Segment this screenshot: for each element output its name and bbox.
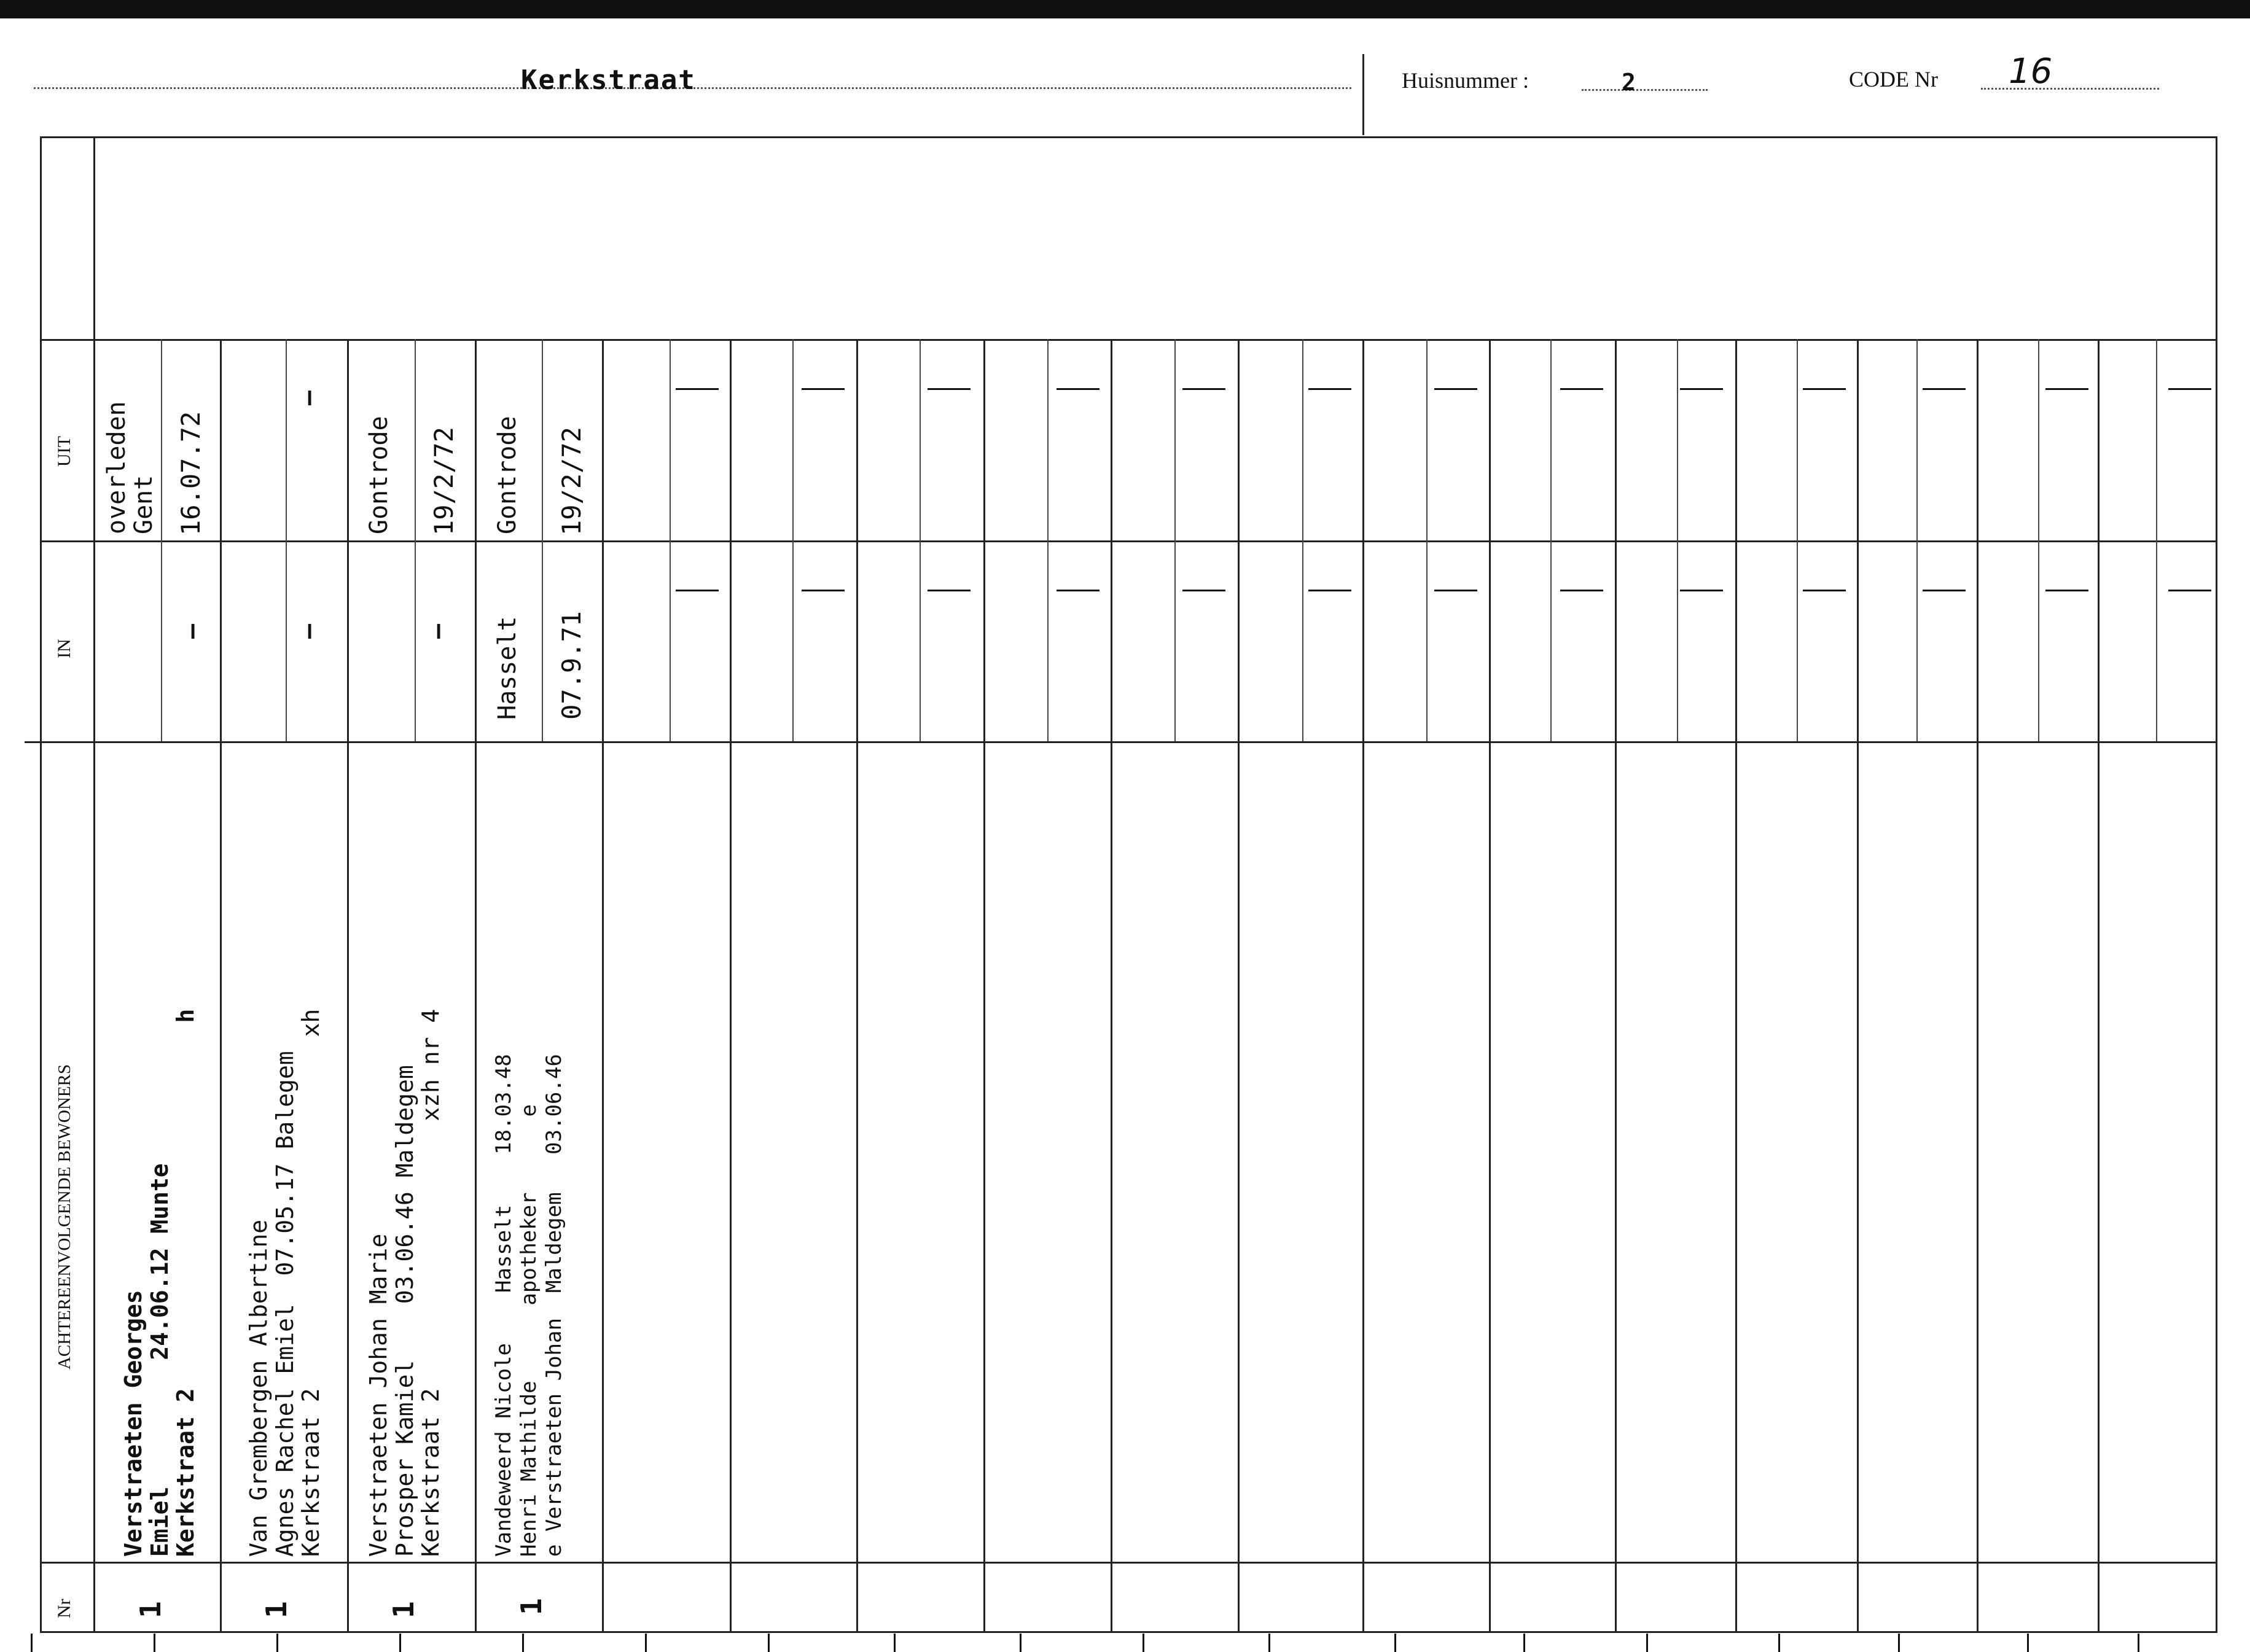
empty-dash-mark xyxy=(2045,388,2088,390)
street-name: Kerkstraat xyxy=(521,64,696,96)
sub-column-divider xyxy=(161,339,162,741)
column-divider xyxy=(856,339,858,1632)
sub-column-divider xyxy=(542,339,543,741)
bottom-tick-mark xyxy=(399,1634,401,1652)
sub-column-divider xyxy=(1550,339,1552,741)
column-divider xyxy=(730,339,732,1632)
sub-column-divider xyxy=(1302,339,1303,741)
column-divider xyxy=(602,339,604,1632)
sub-column-divider xyxy=(920,339,921,741)
bottom-tick-mark xyxy=(1778,1634,1780,1652)
sub-column-divider xyxy=(670,339,671,741)
col2-in-date: — xyxy=(294,623,322,639)
column-divider xyxy=(1362,339,1364,1632)
column-divider xyxy=(1615,339,1617,1632)
col4-uit-date: 19/2/72 xyxy=(557,426,587,536)
sub-column-divider xyxy=(2038,339,2039,741)
row-label-bewoners: ACHTEREENVOLGENDE BEWONERS xyxy=(55,1064,74,1370)
column-divider xyxy=(475,339,477,1632)
sub-column-divider xyxy=(1047,339,1049,741)
col4-in-date: 07.9.71 xyxy=(557,610,587,720)
bottom-tick-mark xyxy=(645,1634,647,1652)
empty-dash-mark xyxy=(1057,388,1100,390)
grid-bewoners-top xyxy=(25,741,2217,743)
bottom-tick-mark xyxy=(1523,1634,1525,1652)
col2-nr: 1 xyxy=(260,1601,293,1618)
row-label-nr: Nr xyxy=(54,1599,74,1618)
empty-dash-mark xyxy=(2168,388,2211,390)
grid-left-border xyxy=(40,136,42,1632)
code-label: CODE Nr xyxy=(1849,67,1938,92)
sub-column-divider xyxy=(415,339,416,741)
empty-dash-mark xyxy=(1803,388,1846,390)
huisnummer-label: Huisnummer : xyxy=(1402,68,1529,93)
column-divider xyxy=(1111,339,1112,1632)
col3-in-date: — xyxy=(423,623,451,639)
col3-nr: 1 xyxy=(387,1601,420,1618)
bottom-tick-mark xyxy=(1898,1634,1900,1652)
bottom-tick-mark xyxy=(1268,1634,1270,1652)
label-column-divider xyxy=(93,136,95,1632)
bottom-tick-mark xyxy=(2138,1634,2139,1652)
empty-dash-mark xyxy=(1923,590,1966,591)
sub-column-divider xyxy=(286,339,287,741)
grid-uit-top xyxy=(40,339,2217,341)
col4-uit-place: Gontrode xyxy=(493,416,521,534)
col1-bewoner: Verstraeten Georges Emiel 24.06.12 Munte Kerkstraat 2 h xyxy=(120,1008,200,1557)
sub-column-divider xyxy=(1677,339,1678,741)
empty-dash-mark xyxy=(1680,590,1723,591)
row-label-in: IN xyxy=(54,639,74,658)
scan-edge-bar xyxy=(0,0,2250,18)
code-dotted-line xyxy=(1981,88,2159,90)
empty-dash-mark xyxy=(1434,590,1477,591)
col3-uit-date: 19/2/72 xyxy=(429,426,459,536)
empty-dash-mark xyxy=(802,388,845,390)
empty-dash-mark xyxy=(928,590,971,591)
column-divider xyxy=(220,339,222,1632)
col4-bewoner: Vandeweerd Nicole Hasselt 18.03.48 Henri Mathilde apotheker e e Verstraeten Johan Maldegem 03.06.46 xyxy=(491,1054,566,1557)
empty-dash-mark xyxy=(1182,388,1225,390)
col1-uit-date: 16.07.72 xyxy=(176,411,206,536)
bottom-tick-mark xyxy=(768,1634,770,1652)
col3-uit-place: Gontrode xyxy=(365,416,393,534)
bottom-tick-mark xyxy=(154,1634,155,1652)
bottom-tick-mark xyxy=(1143,1634,1144,1652)
column-divider xyxy=(1489,339,1491,1632)
empty-dash-mark xyxy=(1182,590,1225,591)
col4-in-place: Hasselt xyxy=(493,616,521,720)
sub-column-divider xyxy=(1797,339,1798,741)
bottom-tick-mark xyxy=(522,1634,524,1652)
column-divider xyxy=(1977,339,1979,1632)
bottom-tick-mark xyxy=(1020,1634,1021,1652)
bottom-tick-mark xyxy=(276,1634,278,1652)
col1-uit-place: overleden Gent xyxy=(103,401,158,534)
empty-dash-mark xyxy=(1308,590,1351,591)
row-label-uit: UIT xyxy=(54,436,74,467)
col2-uit-date: — xyxy=(294,390,322,405)
sub-column-divider xyxy=(2156,339,2157,741)
col3-bewoner: Verstraeten Johan Marie Prosper Kamiel 03.06.46 Maldegem Kerkstraat 2 xzh nr 4 xyxy=(365,1008,445,1557)
column-divider xyxy=(2098,339,2100,1632)
code-value: 16 xyxy=(2009,52,2053,92)
sub-column-divider xyxy=(1916,339,1918,741)
bottom-tick-mark xyxy=(894,1634,896,1652)
col1-nr: 1 xyxy=(134,1601,167,1618)
empty-dash-mark xyxy=(1680,388,1723,390)
empty-dash-mark xyxy=(1308,388,1351,390)
empty-dash-mark xyxy=(1560,388,1603,390)
column-divider xyxy=(1238,339,1240,1632)
column-divider xyxy=(983,339,985,1632)
sub-column-divider xyxy=(1426,339,1428,741)
empty-dash-mark xyxy=(1560,590,1603,591)
empty-dash-mark xyxy=(2045,590,2088,591)
grid-nr-top xyxy=(40,1562,2217,1564)
empty-dash-mark xyxy=(1803,590,1846,591)
col4-nr: 1 xyxy=(515,1598,548,1615)
column-divider xyxy=(1857,339,1859,1632)
empty-dash-mark xyxy=(802,590,845,591)
bottom-tick-mark xyxy=(31,1634,33,1652)
empty-dash-mark xyxy=(1923,388,1966,390)
empty-dash-mark xyxy=(928,388,971,390)
grid-right-border xyxy=(2216,136,2217,1632)
bottom-tick-mark xyxy=(2027,1634,2029,1652)
sub-column-divider xyxy=(1174,339,1176,741)
bottom-tick-mark xyxy=(1646,1634,1648,1652)
grid-in-top xyxy=(40,540,2217,542)
column-divider xyxy=(1735,339,1737,1632)
empty-dash-mark xyxy=(2168,590,2211,591)
huisnummer-dotted-line xyxy=(1582,89,1708,91)
bottom-tick-mark xyxy=(1394,1634,1396,1652)
grid-top-border xyxy=(40,136,2217,138)
huisnummer-value: 2 xyxy=(1622,69,1636,96)
header-divider xyxy=(1362,54,1364,135)
col1-in-date: — xyxy=(178,623,206,639)
empty-dash-mark xyxy=(676,590,719,591)
col2-bewoner: Van Grembergen Albertine Agnes Rachel Emiel 07.05.17 Balegem Kerkstraat 2 xh xyxy=(245,1008,325,1557)
empty-dash-mark xyxy=(1057,590,1100,591)
empty-dash-mark xyxy=(1434,388,1477,390)
empty-dash-mark xyxy=(676,388,719,390)
column-divider xyxy=(347,339,349,1632)
sub-column-divider xyxy=(792,339,794,741)
grid-bottom-border xyxy=(40,1631,2217,1633)
